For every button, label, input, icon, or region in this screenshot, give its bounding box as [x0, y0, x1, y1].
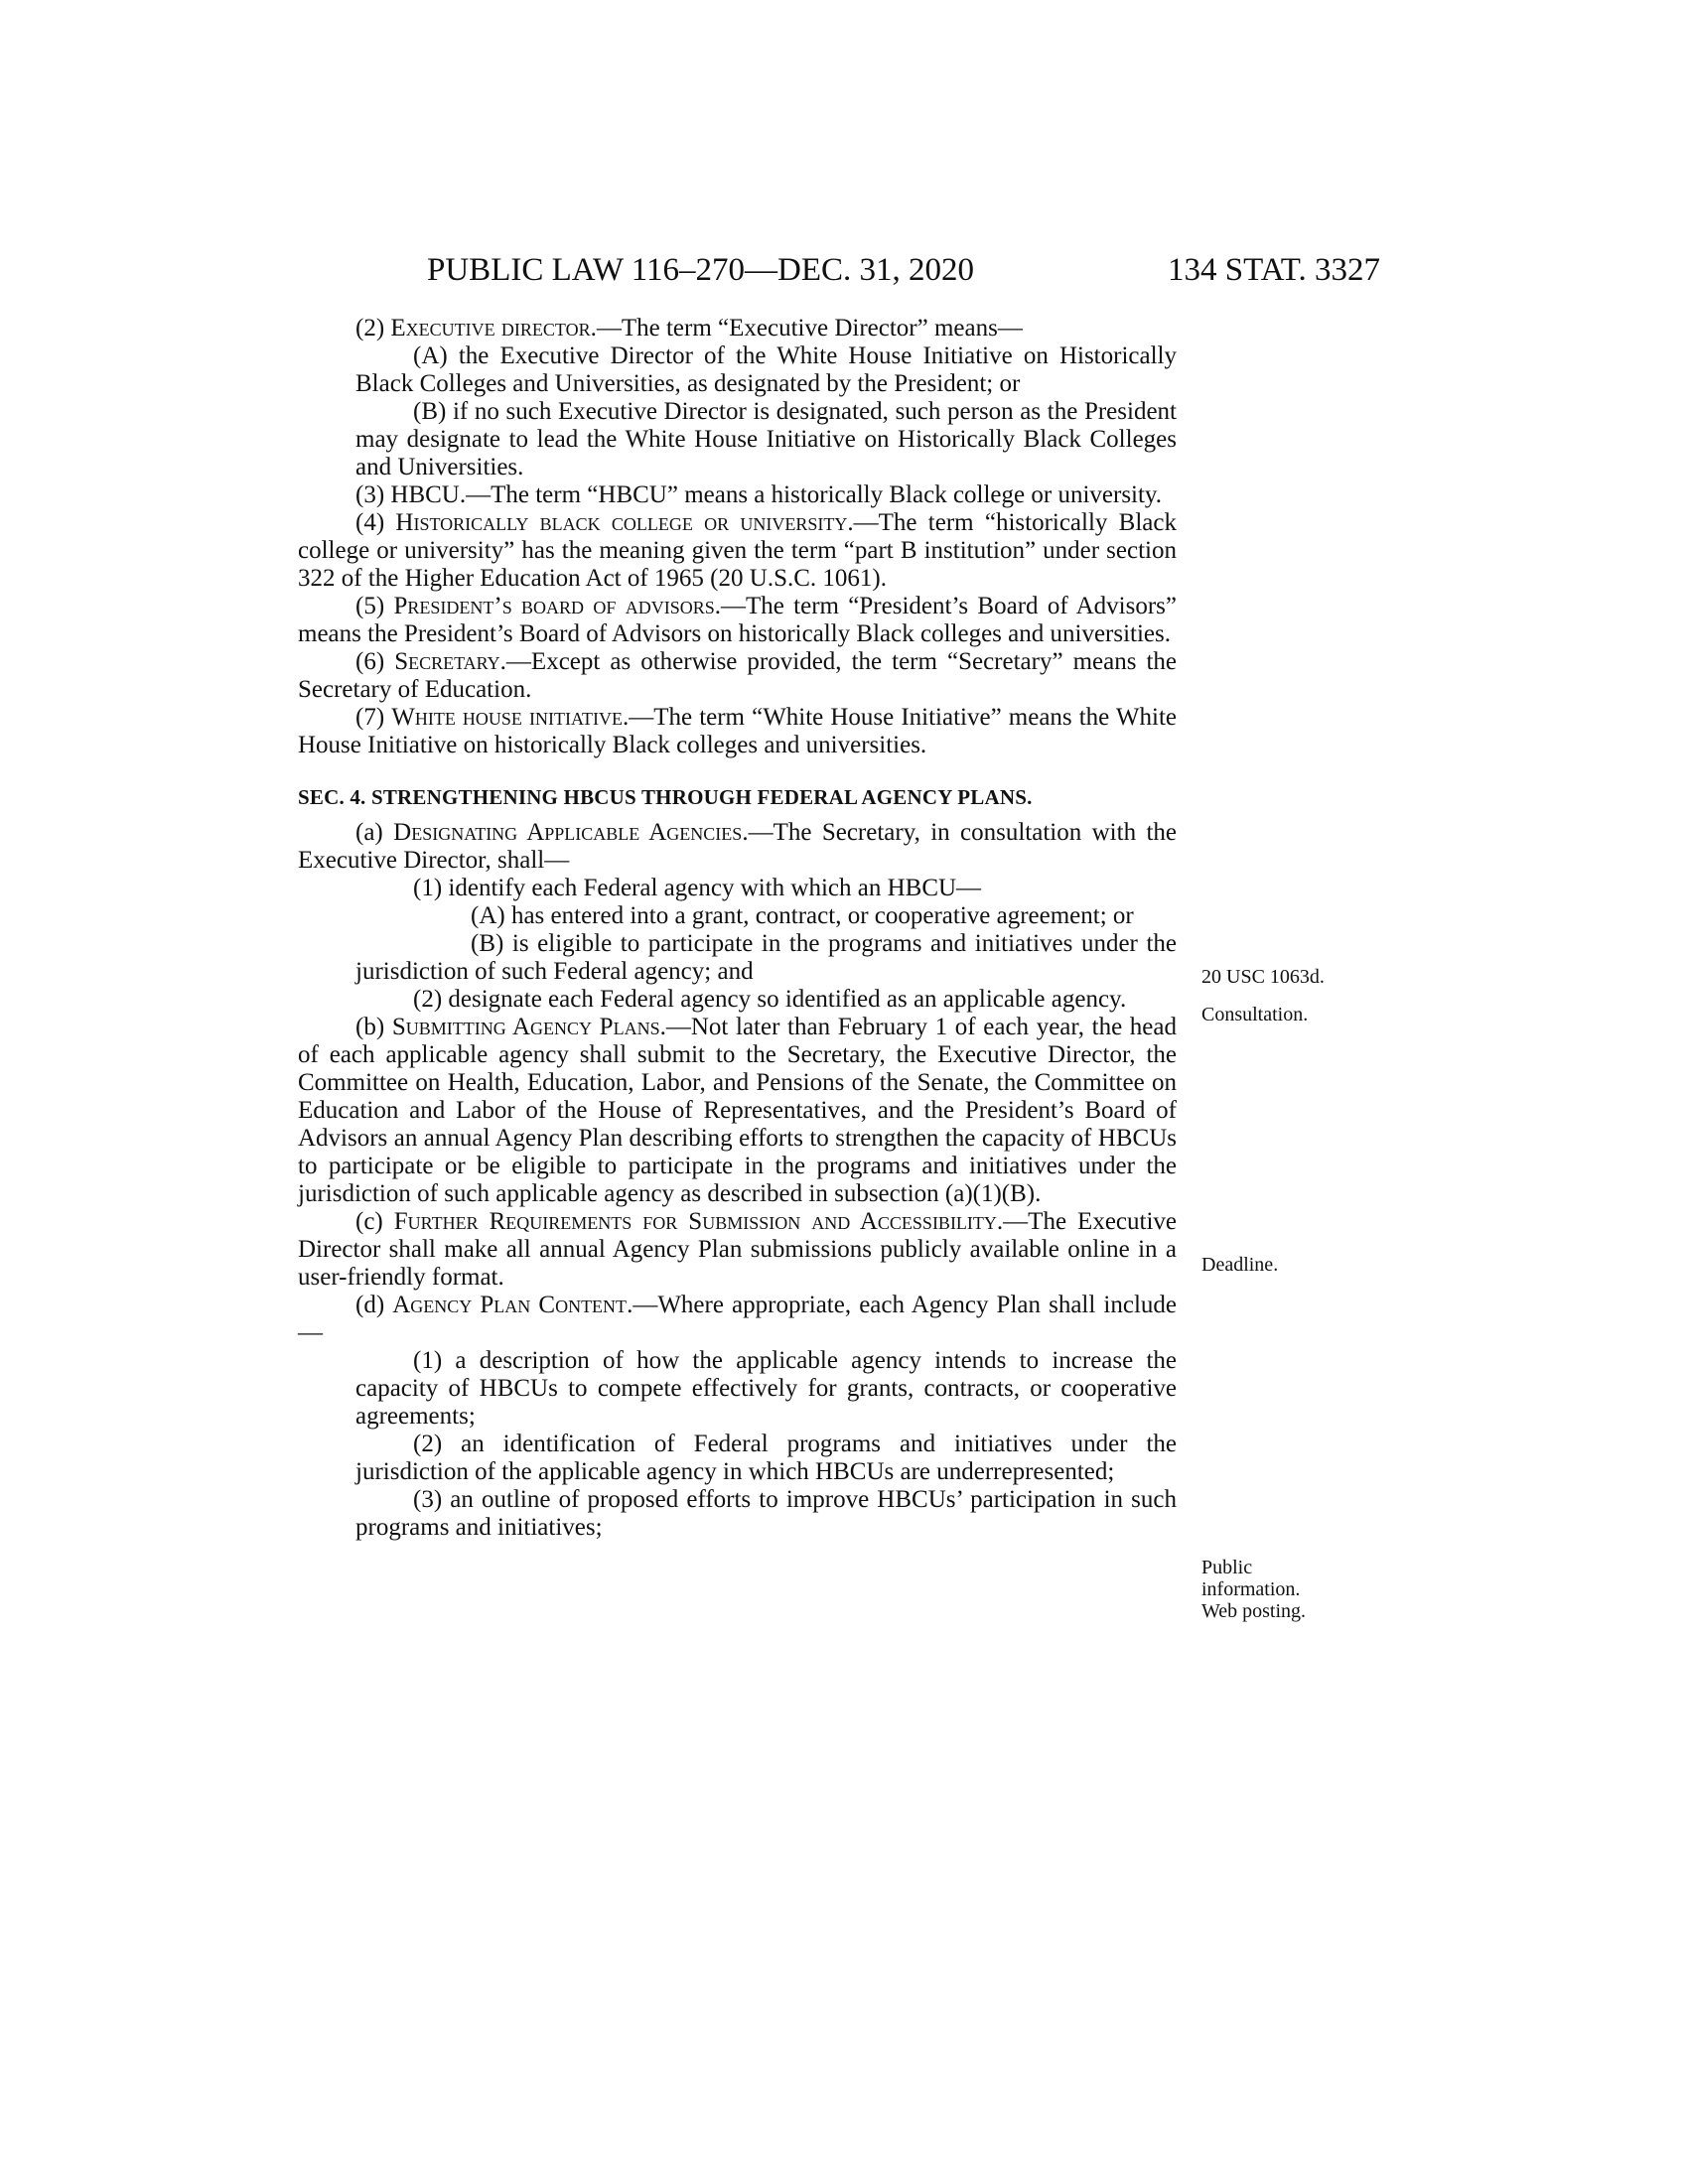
- subsection-a-2: (2) designate each Federal agency so identified as an applicable agency.: [413, 986, 1127, 1013]
- subsection-c: (c) Further Requirements for Submission and Accessibility.—The Executive Director shall make all annual Agency Plan submissions publicly available online in a user-friendly format.: [298, 1208, 1177, 1291]
- subsection-a: (a) Designating Applicable Agencies.—The Secretary, in consultation with the Executive Director, shall—: [298, 819, 1177, 874]
- subsection-a-1: (1) identify each Federal agency with which an HBCU—: [413, 875, 982, 901]
- definition-item-a: (A) the Executive Director of the White House Initiative on Historically Black Colleges and Universities, as designated by the President; or: [355, 342, 1177, 397]
- margin-note-public-information: Public information.: [1201, 1557, 1301, 1600]
- running-head-title: PUBLIC LAW 116–270—DEC. 31, 2020: [427, 252, 975, 288]
- subsection-d-1: (1) a description of how the applicable agency intends to increase the capacity of HBCUs to compete effectively for grants, contracts, or cooperative agreements;: [355, 1347, 1177, 1430]
- definition-historically-black-college: (4) Historically black college or university.—The term “historically Black college or university” has the meaning given the term “part B institution” under section 322 of the Higher Education Act of 1965 (20 U.S.C. 1061).: [298, 509, 1177, 592]
- definition-presidents-board: (5) President’s board of advisors.—The term “President’s Board of Advisors” means the President’s Board of Advisors on historically Black colleges and universities.: [298, 593, 1177, 647]
- statute-body: [298, 315, 1177, 1542]
- definition-item-b: (B) if no such Executive Director is designated, such person as the President may designate to lead the White House Initiative on Historically Black Colleges and Universities.: [355, 398, 1177, 480]
- margin-note-deadline: Deadline.: [1201, 1254, 1279, 1276]
- subsection-d-3: (3) an outline of proposed efforts to improve HBCUs’ participation in such programs and initiatives;: [355, 1486, 1177, 1541]
- subsection-a-1-B: (B) is eligible to participate in the programs and initiatives under the jurisdiction of such Federal agency; and: [355, 930, 1177, 985]
- margin-note-consultation: Consultation.: [1201, 1004, 1309, 1025]
- definition-hbcu: (3) HBCU.—The term “HBCU” means a historically Black college or university.: [355, 481, 1163, 508]
- page-stat-number: 134 STAT. 3327: [1167, 252, 1380, 288]
- margin-note-web-posting: Web posting.: [1201, 1600, 1307, 1622]
- subsection-a-1-A: (A) has entered into a grant, contract, or cooperative agreement; or: [471, 902, 1134, 929]
- subsection-d: (d) Agency Plan Content.—Where appropriate, each Agency Plan shall include—: [298, 1292, 1177, 1346]
- section-4-heading: SEC. 4. STRENGTHENING HBCUS THROUGH FEDERAL AGENCY PLANS.: [298, 785, 1033, 809]
- definition-executive-director: (2) Executive director.—The term “Executive Director” means—: [355, 315, 1023, 341]
- subsection-b: (b) Submitting Agency Plans.—Not later than February 1 of each year, the head of each applicable agency shall submit to the Secretary, the Executive Director, the Committee on Health, Education, Labor, and Pensions of the Senate, the Committee on Education and Labor of the House of Representatives, and the President’s Board of Advisors an annual Agency Plan describing efforts to strengthen the capacity of HBCUs to participate or be eligible to participate in the programs and initiatives under the jurisdiction of such applicable agency as described in subsection (a)(1)(B).: [298, 1014, 1178, 1207]
- page-header: [427, 250, 1380, 290]
- margin-note-usc: 20 USC 1063d.: [1201, 966, 1325, 988]
- subsection-d-2: (2) an identification of Federal programs and initiatives under the jurisdiction of the applicable agency in which HBCUs are underrepresented;: [355, 1431, 1177, 1485]
- definition-white-house-initiative: (7) White house initiative.—The term “White House Initiative” means the White House Initiative on historically Black colleges and universities.: [298, 704, 1178, 758]
- definition-secretary: (6) Secretary.—Except as otherwise provided, the term “Secretary” means the Secretary of Education.: [298, 648, 1178, 703]
